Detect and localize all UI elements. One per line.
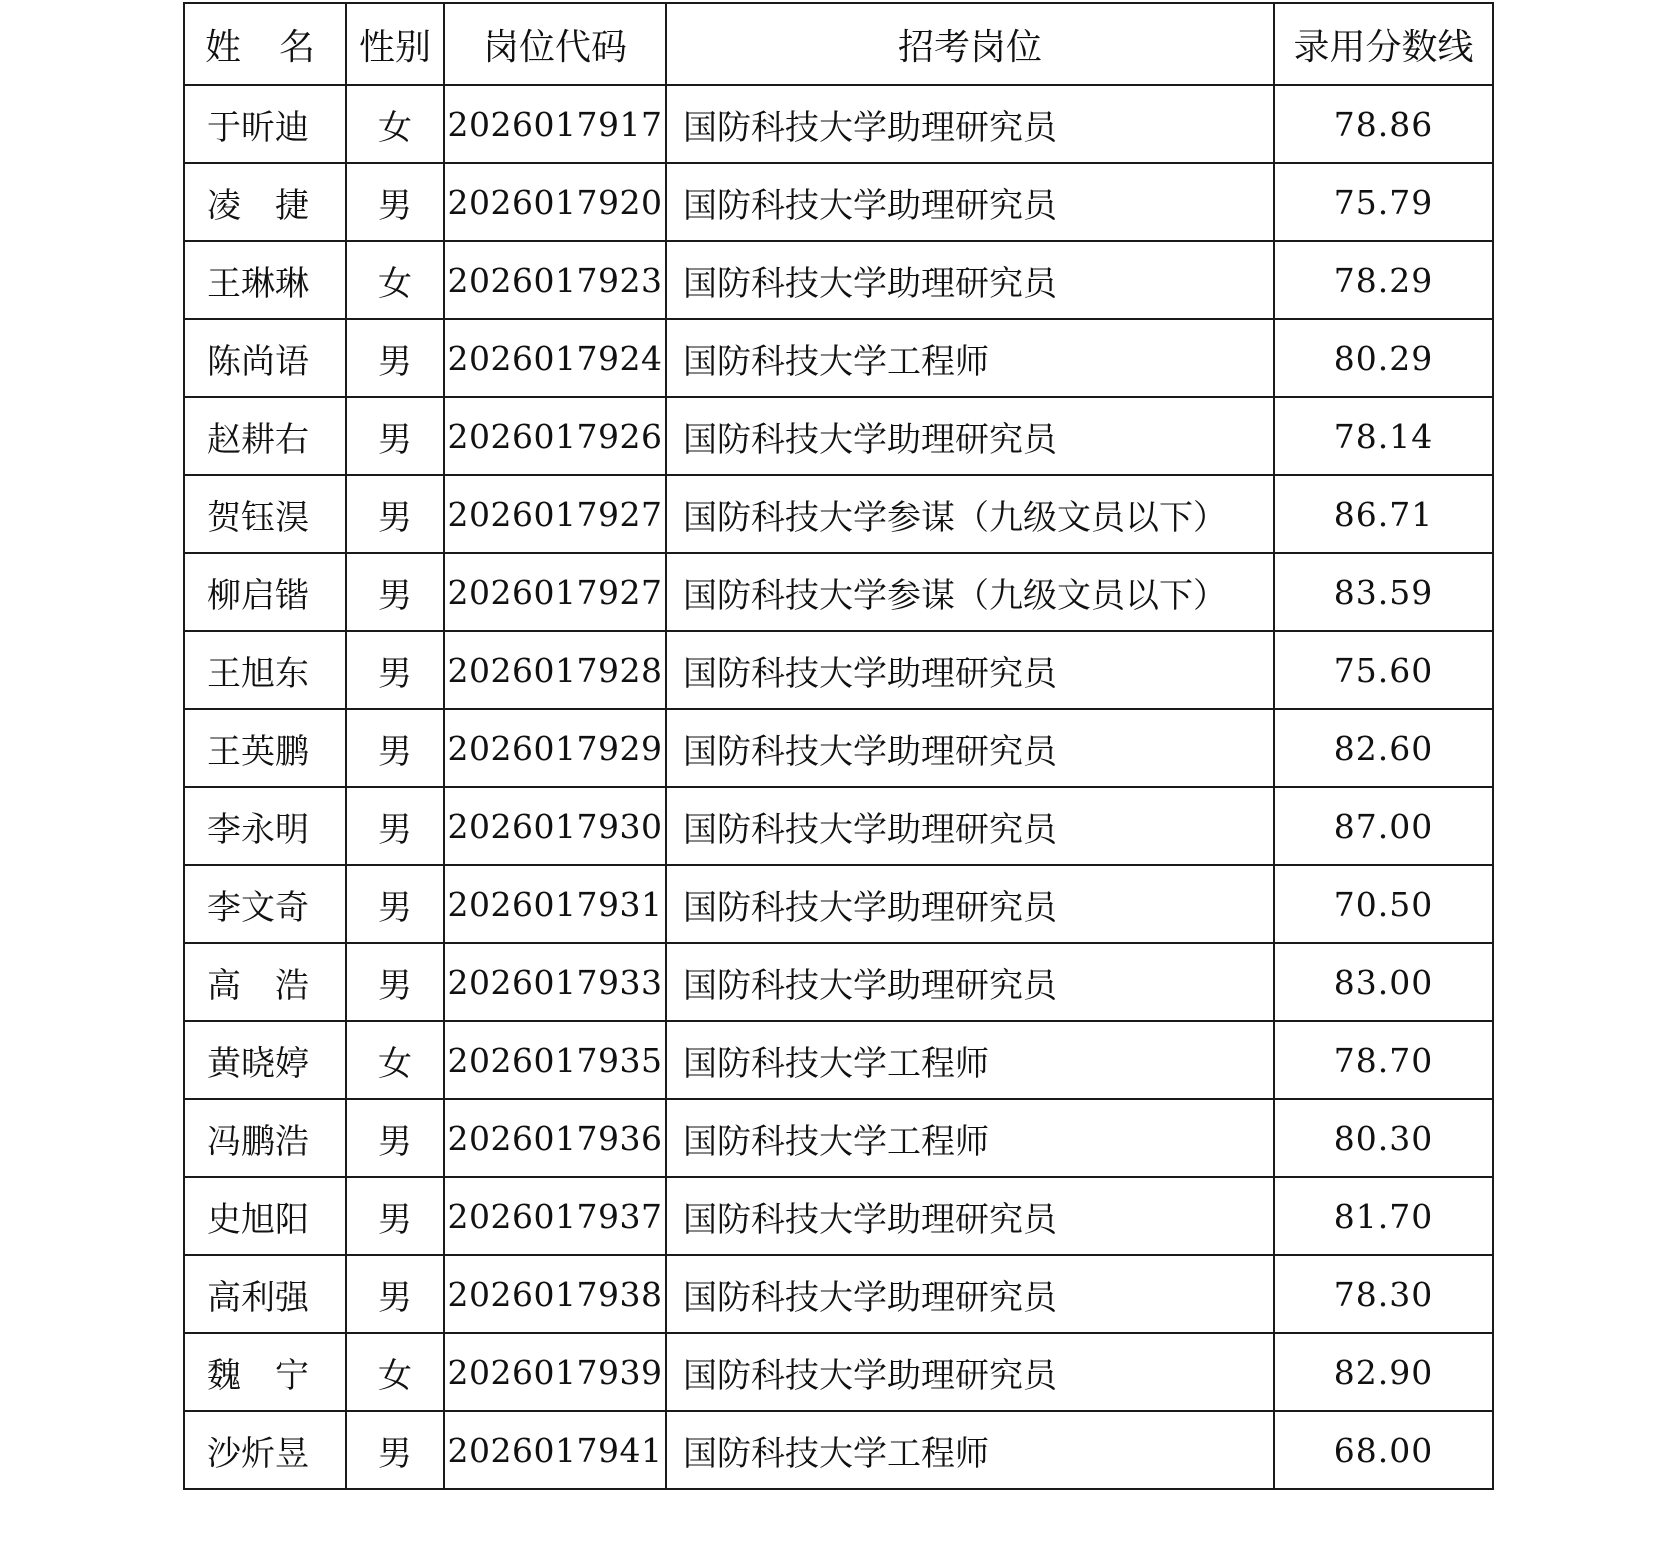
cell-gender: 男	[346, 1099, 444, 1177]
cell-position: 国防科技大学参谋（九级文员以下）	[666, 475, 1274, 553]
table-body	[184, 85, 1493, 1489]
cell-position-code: 2026017928	[444, 631, 666, 709]
table-row	[184, 85, 1493, 163]
table-row	[184, 631, 1493, 709]
cell-gender: 男	[346, 163, 444, 241]
cell-gender: 男	[346, 1255, 444, 1333]
cell-position-code: 2026017923	[444, 241, 666, 319]
table-row	[184, 319, 1493, 397]
cell-gender: 男	[346, 319, 444, 397]
table-header	[184, 3, 1493, 85]
cell-gender: 女	[346, 1021, 444, 1099]
cell-position-code: 2026017927	[444, 553, 666, 631]
header-name	[184, 3, 346, 85]
cell-score: 82.60	[1274, 709, 1493, 787]
cell-name: 高 浩	[184, 943, 346, 1021]
cell-position: 国防科技大学助理研究员	[666, 85, 1274, 163]
cell-gender: 男	[346, 865, 444, 943]
table-row	[184, 475, 1493, 553]
table-row	[184, 1021, 1493, 1099]
header-row	[184, 3, 1493, 85]
cell-name: 冯鹏浩	[184, 1099, 346, 1177]
table-row	[184, 709, 1493, 787]
cell-gender: 男	[346, 475, 444, 553]
cell-name: 于昕迪	[184, 85, 346, 163]
cell-name: 陈尚语	[184, 319, 346, 397]
header-name-char-1: 姓	[205, 26, 242, 68]
cell-name: 凌 捷	[184, 163, 346, 241]
table-row	[184, 787, 1493, 865]
cell-name: 王英鹏	[184, 709, 346, 787]
cell-position: 国防科技大学助理研究员	[666, 241, 1274, 319]
cell-position-code: 2026017937	[444, 1177, 666, 1255]
cell-position: 国防科技大学助理研究员	[666, 709, 1274, 787]
cell-position-code: 2026017938	[444, 1255, 666, 1333]
cell-name: 沙炘昱	[184, 1411, 346, 1489]
header-score: 录用分数线	[1274, 3, 1493, 85]
cell-name: 王旭东	[184, 631, 346, 709]
table-row	[184, 163, 1493, 241]
cell-position-code: 2026017930	[444, 787, 666, 865]
cell-position-code: 2026017927	[444, 475, 666, 553]
cell-gender: 男	[346, 943, 444, 1021]
cell-position: 国防科技大学助理研究员	[666, 1177, 1274, 1255]
cell-score: 78.29	[1274, 241, 1493, 319]
cell-position-code: 2026017929	[444, 709, 666, 787]
cell-gender: 男	[346, 709, 444, 787]
cell-gender: 男	[346, 397, 444, 475]
cell-score: 86.71	[1274, 475, 1493, 553]
cell-name: 高利强	[184, 1255, 346, 1333]
cell-score: 83.00	[1274, 943, 1493, 1021]
cell-position: 国防科技大学工程师	[666, 1411, 1274, 1489]
cell-position: 国防科技大学工程师	[666, 1099, 1274, 1177]
cell-gender: 男	[346, 1177, 444, 1255]
table-row	[184, 865, 1493, 943]
cell-score: 78.70	[1274, 1021, 1493, 1099]
cell-position: 国防科技大学工程师	[666, 1021, 1274, 1099]
cell-score: 70.50	[1274, 865, 1493, 943]
cell-gender: 男	[346, 553, 444, 631]
cell-score: 75.60	[1274, 631, 1493, 709]
cell-position-code: 2026017939	[444, 1333, 666, 1411]
cell-name: 赵耕右	[184, 397, 346, 475]
header-position: 招考岗位	[666, 3, 1274, 85]
cell-position: 国防科技大学助理研究员	[666, 631, 1274, 709]
cell-score: 78.30	[1274, 1255, 1493, 1333]
cell-position: 国防科技大学工程师	[666, 319, 1274, 397]
cell-score: 80.30	[1274, 1099, 1493, 1177]
cell-name: 魏 宁	[184, 1333, 346, 1411]
table-row	[184, 1099, 1493, 1177]
cell-score: 87.00	[1274, 787, 1493, 865]
header-gender: 性别	[346, 3, 444, 85]
cell-gender: 男	[346, 1411, 444, 1489]
table-row	[184, 1177, 1493, 1255]
cell-name: 柳启锴	[184, 553, 346, 631]
cell-position: 国防科技大学助理研究员	[666, 865, 1274, 943]
admission-score-table	[183, 2, 1494, 1490]
table-row	[184, 1411, 1493, 1489]
cell-position-code: 2026017936	[444, 1099, 666, 1177]
cell-name: 王琳琳	[184, 241, 346, 319]
table-row	[184, 1255, 1493, 1333]
cell-position: 国防科技大学助理研究员	[666, 1255, 1274, 1333]
cell-position-code: 2026017941	[444, 1411, 666, 1489]
cell-position-code: 2026017933	[444, 943, 666, 1021]
table-row	[184, 397, 1493, 475]
cell-gender: 男	[346, 787, 444, 865]
table-row	[184, 241, 1493, 319]
cell-gender: 女	[346, 241, 444, 319]
cell-gender: 女	[346, 85, 444, 163]
cell-gender: 女	[346, 1333, 444, 1411]
cell-position: 国防科技大学助理研究员	[666, 163, 1274, 241]
cell-position: 国防科技大学助理研究员	[666, 943, 1274, 1021]
cell-position: 国防科技大学助理研究员	[666, 1333, 1274, 1411]
cell-score: 68.00	[1274, 1411, 1493, 1489]
cell-position: 国防科技大学参谋（九级文员以下）	[666, 553, 1274, 631]
cell-name: 李永明	[184, 787, 346, 865]
table-row	[184, 943, 1493, 1021]
table-row	[184, 553, 1493, 631]
cell-position-code: 2026017924	[444, 319, 666, 397]
cell-position-code: 2026017920	[444, 163, 666, 241]
cell-position: 国防科技大学助理研究员	[666, 397, 1274, 475]
cell-score: 78.86	[1274, 85, 1493, 163]
cell-score: 80.29	[1274, 319, 1493, 397]
cell-name: 史旭阳	[184, 1177, 346, 1255]
cell-position-code: 2026017935	[444, 1021, 666, 1099]
cell-score: 78.14	[1274, 397, 1493, 475]
cell-position: 国防科技大学助理研究员	[666, 787, 1274, 865]
cell-position-code: 2026017931	[444, 865, 666, 943]
cell-score: 83.59	[1274, 553, 1493, 631]
cell-position-code: 2026017917	[444, 85, 666, 163]
table-row	[184, 1333, 1493, 1411]
cell-score: 81.70	[1274, 1177, 1493, 1255]
cell-name: 贺钰淏	[184, 475, 346, 553]
cell-name: 黄晓婷	[184, 1021, 346, 1099]
cell-position-code: 2026017926	[444, 397, 666, 475]
cell-score: 75.79	[1274, 163, 1493, 241]
header-name-char-2: 名	[279, 26, 316, 68]
cell-score: 82.90	[1274, 1333, 1493, 1411]
header-position-code: 岗位代码	[444, 3, 666, 85]
cell-gender: 男	[346, 631, 444, 709]
cell-name: 李文奇	[184, 865, 346, 943]
